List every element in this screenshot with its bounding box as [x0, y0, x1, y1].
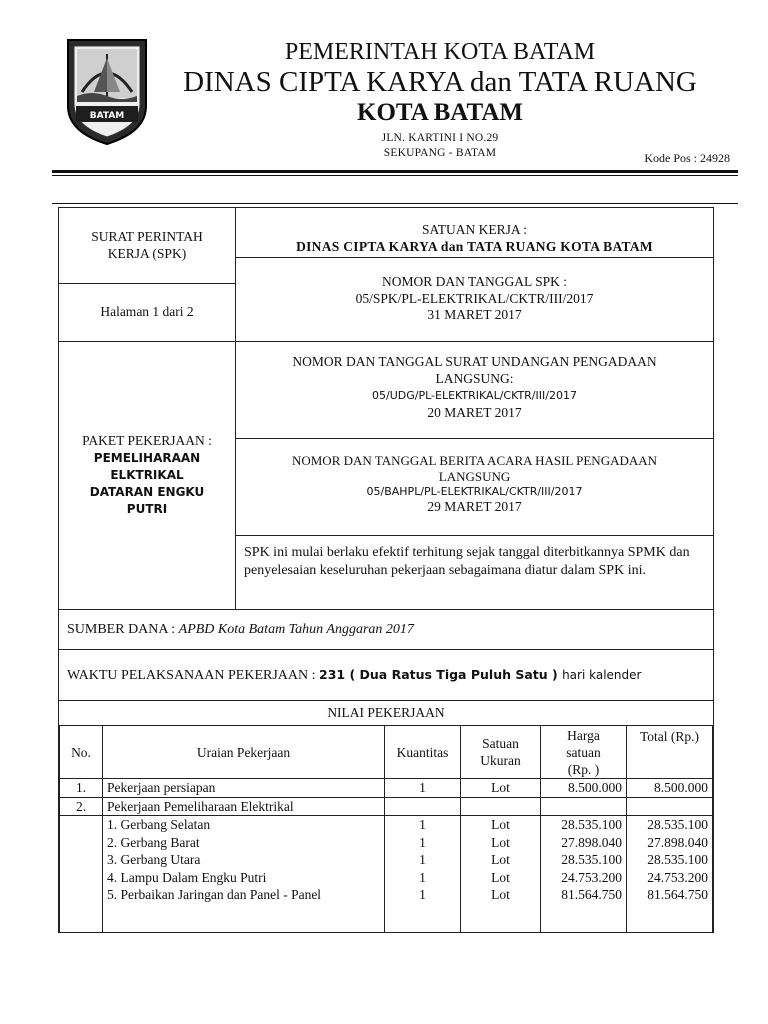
nilai-pekerjaan-title-row [59, 701, 713, 725]
berita-acara-date: 29 MARET 2017 [427, 499, 522, 514]
col-header-kuantitas: Kuantitas [385, 726, 461, 779]
nilai-pekerjaan-title: NILAI PEKERJAAN [327, 705, 445, 720]
duration-suffix: hari kalender [562, 668, 642, 682]
paket-value: PEMELIHARAAN ELKTRIKAL DATARAN ENGKU PUTRI [89, 450, 205, 516]
col-header-harga: Harga satuan (Rp. ) [541, 726, 627, 779]
table-row: 1. Pekerjaan persiapan 1 Lot 8.500.000 8.500.000 [60, 779, 713, 798]
table-row: 3. Gerbang Utara 1 Lot 28.535.100 28.535.100 [60, 851, 713, 869]
duration-row [59, 650, 713, 701]
undangan-label: NOMOR DAN TANGGAL SURAT UNDANGAN PENGADAAN LANGSUNG: [292, 354, 657, 386]
spk-number-label: NOMOR DAN TANGGAL SPK : [382, 274, 567, 289]
berita-acara-label: NOMOR DAN TANGGAL BERITA ACARA HASIL PENGADAAN LANGSUNG [291, 453, 658, 484]
paket-block [59, 342, 713, 610]
header-rule-thick [52, 170, 738, 173]
address-line-2: SEKUPANG - BATAM [383, 147, 497, 159]
effective-statement: SPK ini mulai berlaku efektif terhitung sejak tanggal diterbitkannya SPMK dan penyelesaian keseluruhan pekerjaan sebagaimana diatur dalam SPK ini. [244, 545, 690, 578]
spk-date: 31 MARET 2017 [427, 307, 522, 322]
spk-title: SURAT PERINTAH KERJA (SPK) [91, 229, 203, 261]
header-rule-thin [52, 175, 738, 176]
duration-label: WAKTU PELAKSANAAN PEKERJAAN : [67, 668, 319, 683]
address-line-1: JLN. KARTINI I NO.29 [381, 132, 499, 144]
col-header-no: No. [60, 726, 103, 779]
page-indicator: Halaman 1 dari 2 [100, 304, 194, 320]
satuan-kerja-label: SATUAN KERJA : [421, 222, 527, 237]
emblem-text: BATAM [89, 111, 125, 121]
undangan-number: 05/UDG/PL-ELEKTRIKAL/CKTR/III/2017 [372, 389, 577, 402]
table-header-row [60, 726, 713, 779]
col-header-satuan: Satuan Ukuran [461, 726, 541, 779]
work-value-table [59, 725, 713, 932]
spk-number-value: 05/SPK/PL-ELEKTRIKAL/CKTR/III/2017 [355, 290, 594, 306]
table-row: 4. Lampu Dalam Engku Putri 1 Lot 24.753.200 24.753.200 [60, 869, 713, 887]
berita-acara-number: 05/BAHPL/PL-ELEKTRIKAL/CKTR/III/2017 [366, 485, 583, 498]
col-header-total: Total (Rp.) [627, 726, 713, 779]
table-row: 2. Gerbang Barat 1 Lot 27.898.040 27.898.040 [60, 834, 713, 852]
funding-source-label: SUMBER DANA : [67, 622, 179, 637]
paket-label: PAKET PEKERJAAN : [82, 433, 212, 449]
table-row: 5. Perbaikan Jaringan dan Panel - Panel 1 Lot 81.564.750 81.564.750 [60, 886, 713, 932]
city-name: KOTA BATAM [357, 99, 523, 126]
postal-code: Kode Pos : 24928 [644, 151, 730, 165]
undangan-date: 20 MARET 2017 [427, 405, 522, 420]
funding-source-value: APBD Kota Batam Tahun Anggaran 2017 [178, 622, 414, 637]
letterhead [160, 38, 720, 161]
document-top-rule [52, 203, 738, 204]
col-header-uraian: Uraian Pekerjaan [103, 726, 385, 779]
spk-header-block [59, 208, 713, 342]
table-row: 1. Gerbang Selatan 1 Lot 28.535.100 28.535.100 [60, 816, 713, 834]
duration-value: 231 ( Dua Ratus Tiga Puluh Satu ) [319, 667, 563, 682]
table-row: 2. Pekerjaan Pemeliharaan Elektrikal [60, 797, 713, 816]
batam-city-emblem [62, 36, 152, 148]
spk-document [58, 207, 714, 933]
department-name: DINAS CIPTA KARYA dan TATA RUANG [183, 66, 697, 98]
government-name: PEMERINTAH KOTA BATAM [284, 39, 596, 65]
funding-source-row [59, 610, 713, 650]
satuan-kerja-value: DINAS CIPTA KARYA dan TATA RUANG KOTA BATAM [296, 238, 653, 254]
